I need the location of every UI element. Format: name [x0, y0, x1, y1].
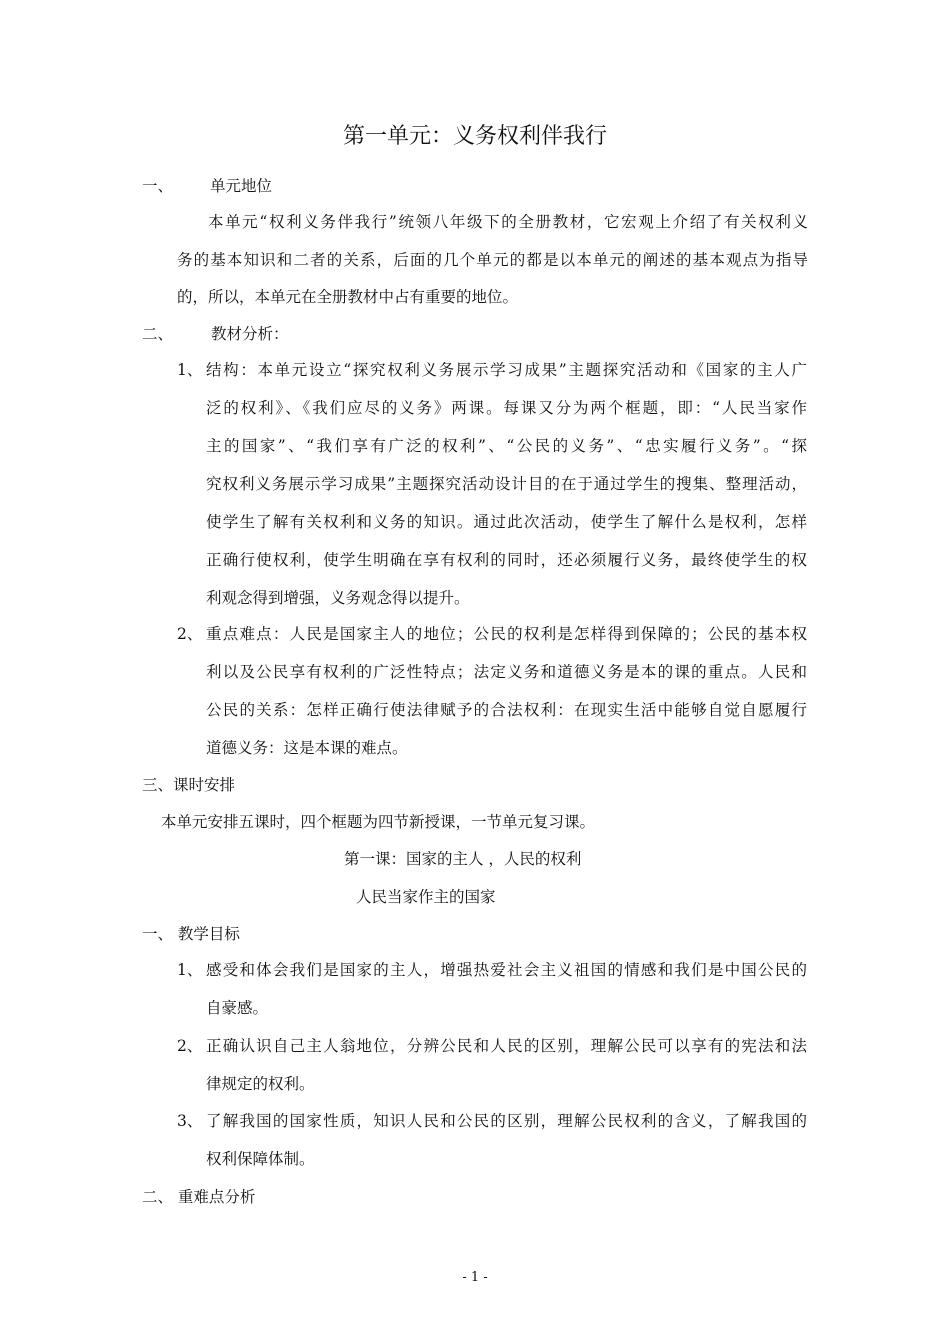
section-2-number: 二、: [142, 325, 174, 343]
item-2-line: 道德义务：这是本课的难点。: [206, 739, 408, 757]
objective-1-line: 自豪感。: [206, 999, 269, 1017]
objective-1-number: 1、: [177, 961, 203, 979]
item-1-line: 主的国家”、“我们享有广泛的权利”、“公民的义务”、“忠实履行义务”。“探: [206, 437, 807, 455]
item-2-line: 公民的关系：怎样正确行使法律赋予的合法权利：在现实生活中能够自觉自愿履行: [206, 701, 807, 719]
item-2-line: 利以及公民享有权利的广泛性特点；法定义务和道德义务是本的课的重点。人民和: [206, 663, 807, 681]
item-2-number: 2、: [177, 625, 203, 643]
item-1-line: 正确行使权利，使学生明确在享有权利的同时，还必须履行义务，最终使学生的权: [206, 551, 807, 569]
key-points-heading: 二、 重难点分析: [142, 1188, 256, 1206]
section-1-number: 一、: [142, 177, 174, 195]
item-1-line: 使学生了解有关权利和义务的知识。通过此次活动，使学生了解什么是权利，怎样: [206, 513, 807, 531]
lesson-subtitle: 人民当家作主的国家: [356, 888, 496, 906]
section-1-para-line: 的，所以，本单元在全册教材中占有重要的地位。: [177, 288, 519, 306]
item-2-line: 重点难点：人民是国家主人的地位；公民的权利是怎样得到保障的；公民的基本权: [206, 625, 807, 643]
item-1-number: 1、: [177, 361, 203, 379]
page-title: 第一单元：义务权利伴我行: [342, 124, 607, 149]
objective-1-line: 感受和体会我们是国家的主人，增强热爱社会主义祖国的情感和我们是中国公民的: [206, 961, 807, 979]
objectives-heading: 一、 教学目标: [142, 925, 240, 943]
item-1-line: 结构：本单元设立“探究权利义务展示学习成果”主题探究活动和《国家的主人广: [206, 361, 807, 379]
section-1-para-line: 本单元“权利义务伴我行”统领八年级下的全册教材，它宏观上介绍了有关权利义: [208, 213, 808, 231]
objective-2-number: 2、: [177, 1037, 203, 1055]
objective-3-number: 3、: [177, 1112, 203, 1130]
objective-2-line: 律规定的权利。: [206, 1075, 315, 1093]
section-3-para: 本单元安排五课时，四个框题为四节新授课，一节单元复习课。: [161, 813, 596, 831]
section-1-heading: 单元地位: [210, 177, 273, 195]
section-2-heading: 教材分析：: [211, 325, 289, 343]
section-1-para-line: 务的基本知识和二者的关系，后面的几个单元的都是以本单元的阐述的基本观点为指导: [177, 251, 808, 269]
item-1-line: 利观念得到增强，义务观念得以提升。: [206, 589, 470, 607]
item-1-line: 泛的权利》、《我们应尽的义务》两课。每课又分为两个框题，即：“人民当家作: [206, 399, 807, 417]
page-number: - 1 -: [462, 1270, 488, 1285]
objective-3-line: 权利保障体制。: [206, 1150, 315, 1168]
objective-3-line: 了解我国的国家性质，知识人民和公民的区别，理解公民权利的含义，了解我国的: [206, 1112, 807, 1130]
item-1-line: 究权利义务展示学习成果”主题探究活动设计目的在于通过学生的搜集、整理活动，: [206, 475, 807, 493]
section-3-heading: 三、课时安排: [142, 776, 236, 794]
lesson-title: 第一课：国家的主人 ，人民的权利: [344, 850, 582, 868]
objective-2-line: 正确认识自己主人翁地位，分辨公民和人民的区别，理解公民可以享有的宪法和法: [206, 1037, 807, 1055]
